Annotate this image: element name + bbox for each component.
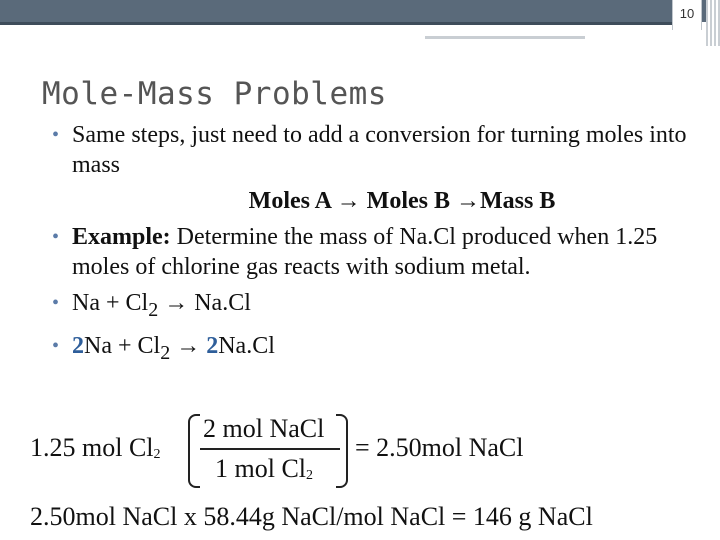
calc-mass: 2.50mol NaCl x 58.44g NaCl/mol NaCl = 146 g NaCl: [30, 502, 593, 531]
subscript: 2: [160, 341, 171, 364]
bullet-item: [52, 288, 712, 325]
bullet-icon: •: [52, 226, 60, 248]
subscript: 2: [306, 468, 314, 483]
fraction-numerator: 2 mol NaCl: [203, 414, 325, 443]
fraction-denominator: [215, 454, 313, 484]
example-label: Example:: [72, 224, 171, 250]
example-text: Determine the mass of Na.Cl produced when 1.25 moles of chlorine gas reacts with sodium metal.: [72, 224, 658, 280]
given-value: 1.25 mol Cl: [30, 433, 154, 462]
arrow: →: [170, 332, 207, 359]
bullet-icon: •: [52, 124, 60, 146]
equation-left: Na + Cl: [84, 332, 161, 359]
right-paren: [336, 414, 348, 488]
slide-number: 10: [672, 0, 702, 30]
subscript: 2: [153, 447, 161, 462]
bullet-item: [52, 222, 712, 282]
coefficient: 2: [72, 332, 84, 359]
subscript: 2: [148, 298, 159, 321]
fraction-bar: [200, 448, 340, 450]
corner-decoration: [706, 0, 720, 46]
calc-result: = 2.50mol NaCl: [355, 433, 524, 462]
coefficient: 2: [206, 332, 219, 359]
header-bar: [0, 0, 720, 22]
bullet-icon: •: [52, 334, 60, 357]
bullet-item: [52, 120, 712, 180]
equation-right: → Na.Cl: [158, 290, 251, 316]
denominator-text: 1 mol Cl: [215, 454, 307, 483]
bullet-list: [52, 120, 712, 374]
bullet-text: Same steps, just need to add a conversion for turning moles into mass: [72, 122, 687, 178]
calc-given: [30, 433, 161, 463]
equation-left: Na + Cl: [72, 290, 149, 316]
equation-product: Na.Cl: [218, 332, 275, 359]
bullet-icon: •: [52, 292, 60, 314]
header-accent-line: [425, 36, 585, 39]
left-paren: [188, 414, 200, 488]
slide-title: Mole-Mass Problems: [42, 76, 387, 112]
conversion-path: Moles A → Moles B →Mass B: [248, 188, 556, 214]
header-divider: [0, 22, 700, 25]
bullet-item: [52, 331, 712, 368]
